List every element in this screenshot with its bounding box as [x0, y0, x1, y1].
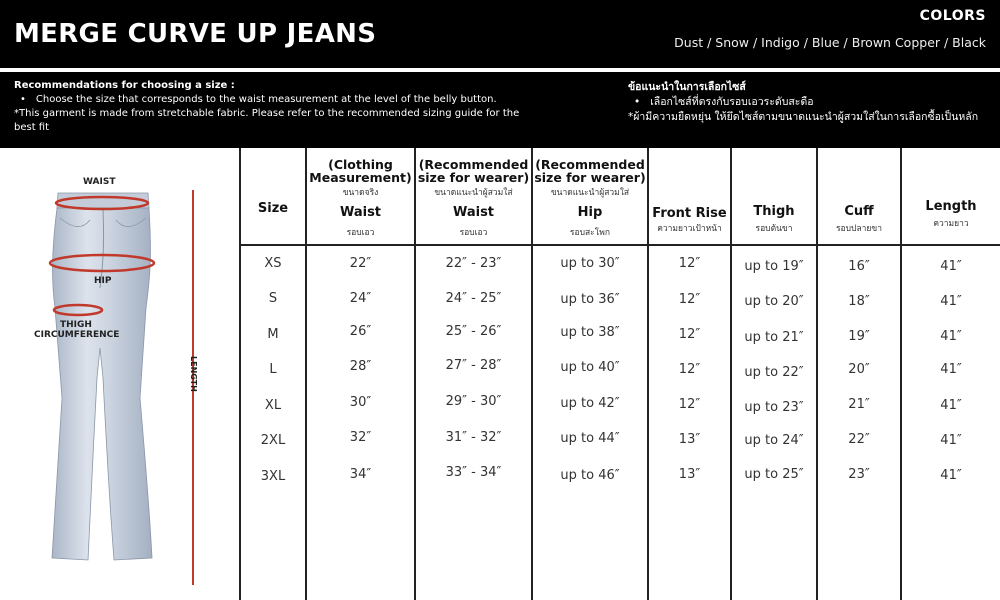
table-cell: 41″	[940, 468, 962, 483]
column-header-thai-label: รอบสะโพก	[569, 228, 611, 238]
column-header-cuff	[818, 148, 900, 244]
table-cell: XL	[264, 398, 282, 413]
table-cell: up to 42″	[560, 396, 620, 411]
table-cell: 41″	[940, 259, 962, 274]
recommendations-title-th: ข้อแนะนำในการเลือกไซส์	[628, 81, 746, 93]
table-cell: L	[269, 362, 277, 377]
table-cell: 32″	[349, 430, 372, 445]
table-cell: up to 22″	[744, 365, 804, 380]
column-header-sublabel: (Recommended size for wearer)	[534, 157, 646, 185]
table-cell: up to 24″	[744, 433, 804, 448]
table-cell: 22″	[349, 256, 372, 271]
table-cell: 41″	[940, 329, 962, 344]
column-header-label: Waist	[339, 205, 382, 220]
column-header-front-rise	[649, 148, 730, 244]
table-cell: up to 25″	[744, 467, 804, 482]
table-cell: up to 21″	[744, 330, 804, 345]
column-header-label: Front Rise	[652, 206, 727, 221]
table-cell: 29″ - 30″	[445, 394, 502, 409]
table-cell: 26″	[349, 324, 372, 339]
column-header-sublabel: (Clothing Measurement)	[309, 157, 412, 185]
colors-label: COLORS	[919, 8, 986, 24]
column-header-label: Size	[257, 201, 289, 216]
table-cell: 21″	[848, 397, 870, 412]
column-header-label: Cuff	[844, 204, 874, 219]
column-header-thai-sublabel: ขนาดจริง	[342, 188, 379, 198]
recommendations-english	[14, 79, 534, 135]
table-cell: 20″	[848, 362, 870, 377]
column-header-thai-label: รอบเอว	[459, 228, 488, 238]
column-header-thai-label: ความยาวเป้าหน้า	[657, 224, 722, 234]
recommendations-panel	[0, 72, 1000, 148]
header-row-divider	[239, 244, 1000, 246]
table-cell: up to 20″	[744, 294, 804, 309]
table-cell: XS	[264, 256, 282, 271]
table-cell: 12″	[678, 397, 701, 412]
recommendation-note-en: *This garment is made from stretchable fabric. Please refer to the recommended sizing guide for the best fit	[14, 108, 520, 133]
table-cell: 41″	[940, 433, 962, 448]
column-header-sublabel: (Recommended size for wearer)	[417, 157, 530, 185]
thigh-label-2: CIRCUMFERENCE	[34, 330, 120, 340]
table-cell: up to 19″	[744, 259, 804, 274]
table-cell: 3XL	[260, 469, 286, 484]
table-cell: up to 40″	[560, 360, 620, 375]
table-cell: M	[267, 327, 279, 342]
table-cell: 34″	[349, 467, 372, 482]
table-cell: 12″	[678, 362, 701, 377]
table-cell: up to 36″	[560, 292, 620, 307]
table-cell: 22″ - 23″	[445, 256, 502, 271]
table-cell: 13″	[678, 467, 701, 482]
table-cell: up to 38″	[560, 325, 620, 340]
colors-list: Dust / Snow / Indigo / Blue / Brown Copper / Black	[674, 35, 986, 50]
column-header-label: Length	[925, 199, 977, 214]
column-header-thai-label: รอบเอว	[346, 228, 375, 238]
table-cell: up to 44″	[560, 431, 620, 446]
table-cell: 23″	[848, 467, 870, 482]
recommendation-bullet-en: • Choose the size that corresponds to the waist measurement at the level of the belly button.	[14, 93, 534, 107]
recommendations-title-en: Recommendations for choosing a size :	[14, 80, 235, 91]
table-cell: 24″	[349, 291, 372, 306]
length-label: LENGTH	[189, 356, 198, 392]
table-cell: 13″	[678, 432, 701, 447]
column-header-recommended-waist	[416, 148, 531, 244]
page-title: MERGE CURVE UP JEANS	[14, 19, 377, 49]
hip-label: HIP	[94, 276, 112, 286]
recommendation-note-th: *ผ้ามีความยืดหยุ่น ให้ยึดไซส์ตามขนาดแนะนำผู้สวมใส่ในการเลือกซื้อเป็นหลัก	[628, 111, 979, 123]
table-cell: S	[268, 291, 278, 306]
waist-label: WAIST	[83, 177, 116, 187]
table-cell: 2XL	[260, 433, 286, 448]
page-header	[0, 0, 1000, 68]
table-cell: up to 30″	[560, 256, 620, 271]
column-header-thai-label: รอบต้นขา	[755, 224, 793, 234]
column-header-thai-sublabel: ขนาดแนะนำผู้สวมใส่	[550, 188, 630, 198]
table-cell: 30″	[349, 395, 372, 410]
table-cell: 16″	[848, 259, 870, 274]
column-header-recommended-hip	[533, 148, 647, 244]
column-header-size	[241, 148, 305, 244]
table-cell: 41″	[940, 398, 962, 413]
table-cell: 33″ - 34″	[445, 465, 502, 480]
column-header-label: Waist	[452, 205, 495, 220]
table-cell: 18″	[848, 294, 870, 309]
table-cell: 27″ - 28″	[445, 358, 502, 373]
table-cell: 24″ - 25″	[445, 291, 502, 306]
column-header-clothing-waist	[307, 148, 414, 244]
size-table	[239, 148, 1000, 600]
table-cell: 31″ - 32″	[445, 430, 502, 445]
table-cell: 12″	[678, 327, 701, 342]
column-header-label: Hip	[577, 205, 603, 220]
thigh-label-1: THIGH	[60, 320, 92, 330]
table-cell: 41″	[940, 294, 962, 309]
column-header-length	[902, 148, 1000, 244]
column-header-thai-sublabel: ขนาดแนะนำผู้สวมใส่	[434, 188, 513, 198]
table-cell: up to 23″	[744, 400, 804, 415]
column-header-thigh	[732, 148, 816, 244]
table-cell: up to 46″	[560, 468, 620, 483]
table-cell: 28″	[349, 359, 372, 374]
recommendation-bullet-th: • เลือกไซส์ที่ตรงกับรอบเอวระดับสะดือ	[628, 95, 998, 110]
column-header-label: Thigh	[753, 204, 795, 219]
column-header-thai-label: รอบปลายขา	[835, 224, 882, 234]
jeans-measurement-figure	[0, 148, 238, 600]
table-cell: 41″	[940, 362, 962, 377]
jeans-illustration	[0, 148, 238, 600]
column-header-thai-label: ความยาว	[933, 219, 969, 229]
table-cell: 12″	[678, 256, 701, 271]
table-cell: 19″	[848, 329, 870, 344]
recommendations-thai	[628, 80, 998, 125]
table-cell: 12″	[678, 292, 701, 307]
table-cell: 22″	[848, 432, 870, 447]
table-cell: 25″ - 26″	[445, 324, 502, 339]
